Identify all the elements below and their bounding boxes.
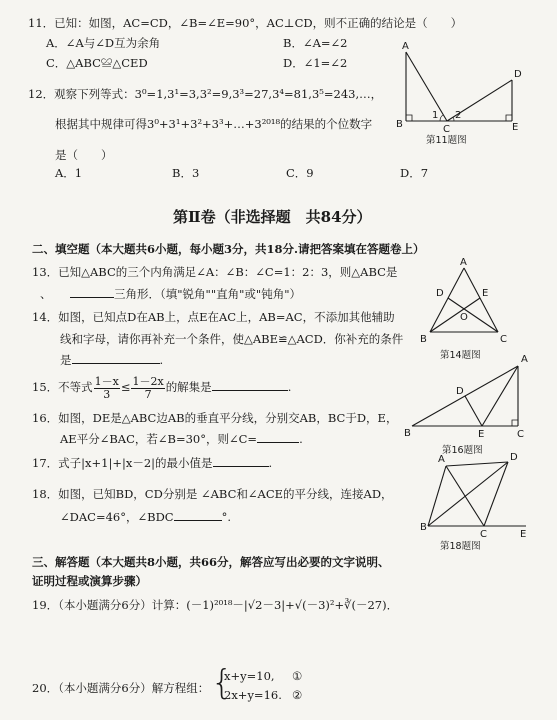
q12-stem: 12．观察下列等式：3⁰=1,3¹=3,3²=9,3³=27,3⁴=81,3⁵=243,…， (28, 87, 383, 101)
figure-14 (418, 258, 528, 348)
q19-expression: (－1)²⁰¹⁸－|√2－3|+√(－3)²+∛(－27)． (186, 598, 399, 612)
q16-figure-caption: 第16题图 (442, 445, 483, 456)
fig11-label-1: 1 (432, 110, 439, 121)
fig14-label-a: A (460, 257, 467, 268)
q13-line1: 13．已知△ABC的三个内角满足∠A：∠B：∠C=1：2：3，则△ABC是 (32, 265, 398, 279)
q11-option-a: A．∠A与∠D互为余角 (46, 36, 161, 50)
q12-option-b: B．3 (172, 166, 200, 180)
q12-line3: 是（ ） (55, 148, 113, 162)
q20-marker-1: ① (292, 669, 303, 683)
q20-equation-2: 2x+y=16. (224, 688, 282, 702)
fig18-label-e: E (520, 529, 527, 540)
fig16-label-d: D (456, 386, 464, 397)
q11-option-c: C．△ABC≌△CED (46, 56, 148, 70)
q18-figure-caption: 第18题图 (440, 541, 481, 552)
fig11-label-a: A (402, 41, 409, 52)
q13-line2-prefix: 、 (40, 287, 52, 301)
q14-figure-caption: 第14题图 (440, 350, 481, 361)
fig14-label-e: E (482, 288, 489, 299)
q11-stem: 11．已知：如图，AC=CD，∠B=∠E=90°，AC⊥CD，则不正确的结论是（ ） (28, 16, 463, 30)
fig14-label-d: D (436, 288, 444, 299)
fig18-label-c: C (480, 529, 487, 540)
fig18-label-a: A (438, 454, 445, 465)
fig16-label-e: E (478, 429, 485, 440)
fig14-label-b: B (420, 334, 427, 345)
q18-line2: ∠DAC=46°，∠BDC °. (60, 510, 231, 524)
q17-answer-blank[interactable] (213, 466, 269, 467)
q18-answer-blank[interactable] (174, 520, 222, 521)
q20-marker-2: ② (292, 688, 303, 702)
q15-line: 15．不等式 $\frac{1-x}{3}$ ≤ $\frac{1-2x}{7}$ 的解集是 . (32, 374, 292, 401)
figure-11 (394, 42, 528, 134)
q14-line1: 14．如图，已知点D在AB上，点E在AC上，AB=AC，不添加其他辅助 (32, 310, 395, 324)
q18-line1: 18．如图，已知BD，CD分别是 ∠ABC和∠ACE的平分线，连接AD， (32, 487, 393, 501)
q16-answer-blank[interactable] (257, 442, 299, 443)
section3-heading: 三、解答题（本大题共8小题，共66分，解答应写出必要的文字说明、 (32, 555, 390, 569)
q14-answer-blank[interactable] (72, 363, 160, 364)
q11-option-d: D．∠1=∠2 (283, 56, 348, 70)
fig11-label-c: C (443, 124, 450, 135)
figure-18 (420, 452, 530, 538)
fig16-label-c: C (517, 429, 524, 440)
q19-line: 19．（本小题满分6分）计算：(－1)²⁰¹⁸－|√2－3|+√(－3)²+∛(－27)． (32, 598, 399, 612)
fig14-label-o: O (460, 312, 468, 323)
q12-line2: 根据其中规律可得3⁰+3¹+3²+3³+…+3²⁰¹⁸的结果的个位数字 (55, 117, 373, 131)
q20-equation-1: x+y=10, (224, 669, 275, 683)
fig14-label-c: C (500, 334, 507, 345)
q12-option-a: A．1 (55, 166, 83, 180)
fig11-label-d: D (514, 69, 522, 80)
fig11-label-e: E (512, 122, 519, 133)
q15-answer-blank[interactable] (212, 390, 288, 391)
q12-option-c: C．9 (286, 166, 314, 180)
fig11-label-b: B (396, 119, 403, 130)
q12-option-d: D．7 (400, 166, 429, 180)
section3-heading-line2: 证明过程或演算步骤） (32, 574, 147, 588)
q11-figure-caption: 第11题图 (426, 135, 467, 146)
q20-label: 20．（本小题满分6分）解方程组： (32, 681, 210, 695)
q13-line2: 三角形．（填"锐角""直角"或"钝角"） (70, 287, 301, 301)
section2-heading: 二、填空题（本大题共6小题，每小题3分，共18分.请把答案填在答题卷上） (32, 242, 425, 256)
q14-line3: 是 . (60, 353, 164, 367)
figure-16 (404, 354, 530, 440)
fig16-label-a: A (521, 354, 528, 365)
q20-brace: { (211, 663, 233, 703)
fig11-label-2: 2 (455, 110, 462, 121)
q14-line2: 线和字母，请你再补充一个条件，使△ABE≌△ACD．你补充的条件 (60, 332, 404, 346)
fig18-label-d: D (510, 452, 518, 463)
fig16-label-b: B (404, 428, 411, 439)
part2-heading: 第Ⅱ卷（非选择题 共84分） (173, 208, 372, 226)
q13-answer-blank[interactable] (70, 297, 114, 298)
q16-line2: AE平分∠BAC，若∠B=30°，则∠C= . (60, 432, 303, 446)
q16-line1: 16．如图，DE是△ABC边AB的垂直平分线，分别交AB，BC于D，E， (32, 411, 398, 425)
q17-line: 17．式子|x+1|+|x－2|的最小值是 . (32, 456, 273, 470)
q11-option-b: B．∠A=∠2 (283, 36, 348, 50)
fig18-label-b: B (420, 522, 427, 533)
